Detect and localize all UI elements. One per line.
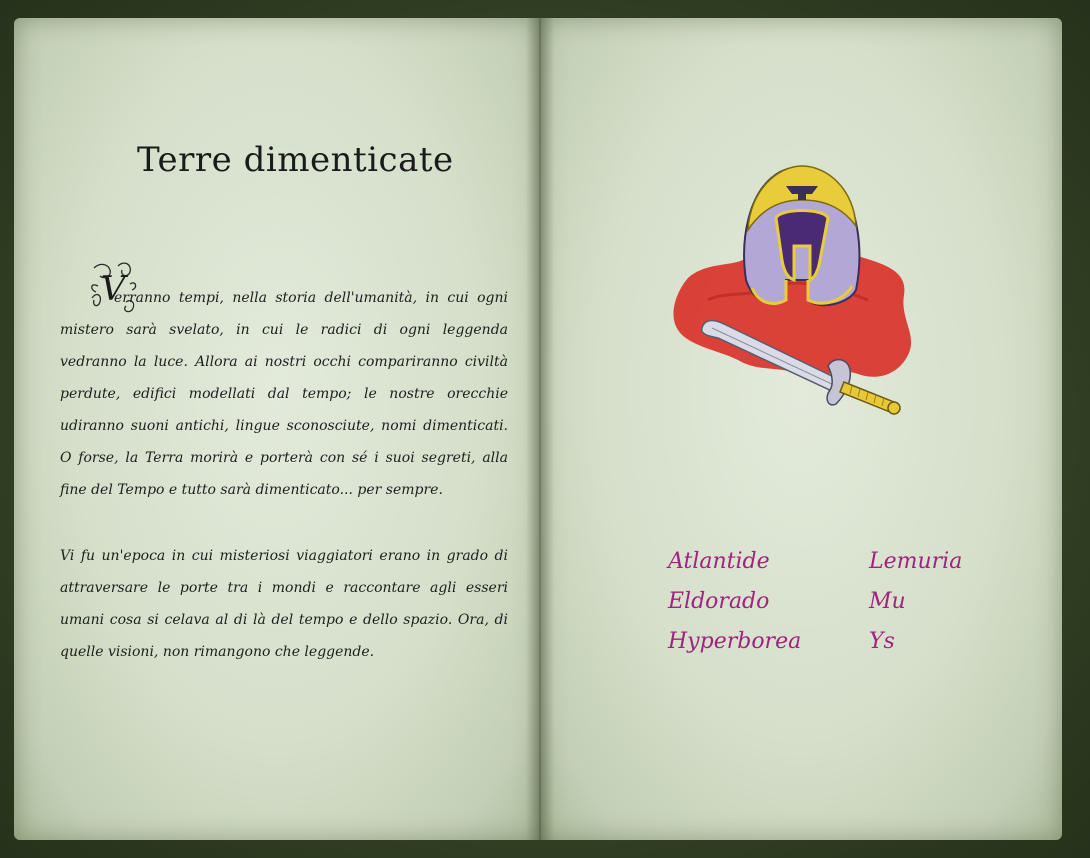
place-link-mu[interactable]: Mu (869, 589, 906, 614)
place-link-hyperborea[interactable]: Hyperborea (668, 629, 802, 654)
places-column-1 (668, 542, 801, 662)
dropcap-text-letter (114, 282, 115, 283)
book-gutter (526, 18, 554, 840)
place-link-ys[interactable]: Ys (869, 629, 895, 654)
dropcap-letter: V (100, 269, 126, 309)
right-page (540, 18, 1062, 840)
page-title: Terre dimenticate (137, 140, 454, 180)
helmet-and-sword-illustration (668, 160, 928, 422)
place-link-atlantide[interactable]: Atlantide (668, 549, 770, 574)
place-link-lemuria[interactable]: Lemuria (869, 549, 963, 574)
paragraph-travelers: Vi fu un'epoca in cui misteriosi viaggiatori erano in grado di attraversare le porte tra i mondi e raccontare agli esseri umani cosa si celava al di là del tempo e dello spazio. Ora, di quelle visioni, non rimangono che leggende. (60, 548, 508, 660)
places-column-2 (869, 542, 962, 662)
place-link-eldorado[interactable]: Eldorado (668, 589, 770, 614)
paragraph-intro: erranno tempi, nella storia dell'umanità, in cui ogni mistero sarà svelato, in cui le radici di ogni leggenda vedranno la luce. Allora ai nostri occhi compariranno civiltà perdute, edifici modellati dal tempo; le nostre orecchie udiranno suoni antichi, lingue sconosciute, nomi dimenticati. O forse, la Terra morirà e porterà con sé i suoi segreti, alla fine del Tempo e tutto sarà dimenticato... per sempre. (60, 282, 508, 506)
